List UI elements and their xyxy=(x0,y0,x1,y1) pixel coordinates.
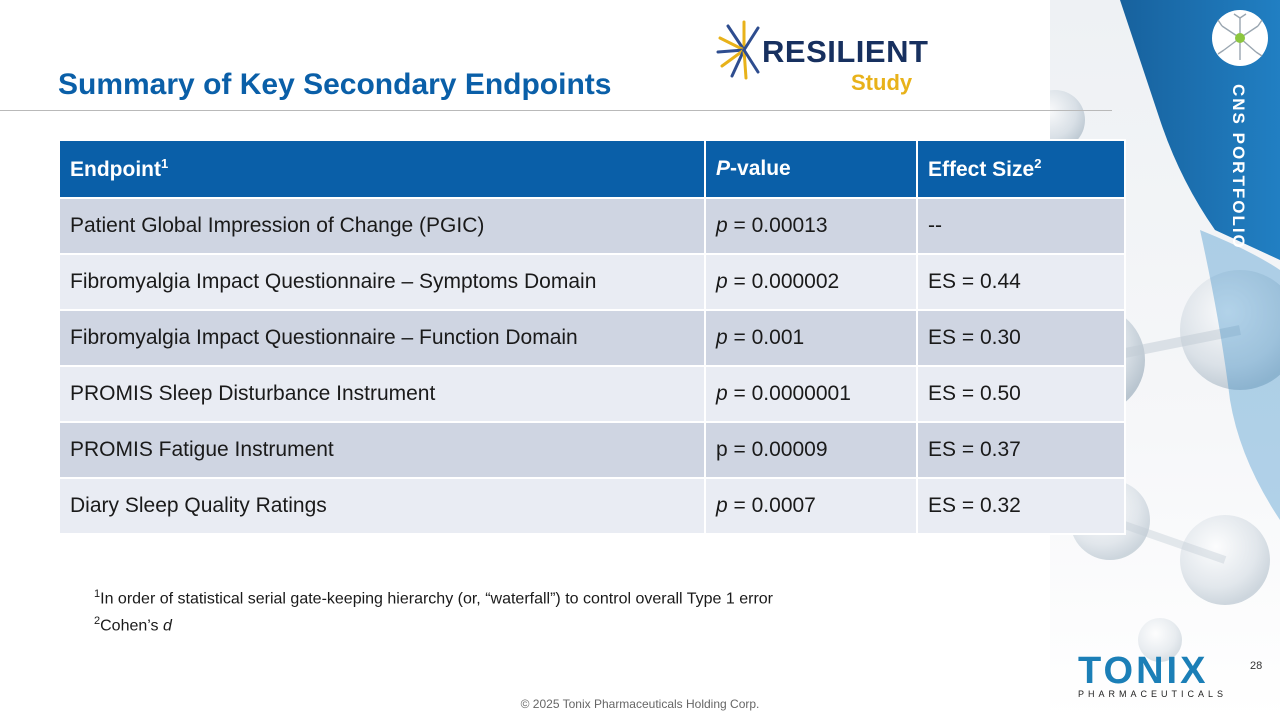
cell-endpoint: PROMIS Fatigue Instrument xyxy=(59,422,705,478)
cell-endpoint: Diary Sleep Quality Ratings xyxy=(59,478,705,534)
logo-sub: Study xyxy=(851,70,913,95)
tonix-wordmark: TONIX xyxy=(1078,650,1209,692)
cell-endpoint: Fibromyalgia Impact Questionnaire – Function Domain xyxy=(59,310,705,366)
cell-pvalue: p = 0.00013 xyxy=(705,198,917,254)
table-header-row xyxy=(59,140,1125,198)
cell-pvalue: p = 0.0007 xyxy=(705,478,917,534)
cell-effect: ES = 0.44 xyxy=(917,254,1125,310)
cell-endpoint: Patient Global Impression of Change (PGIC) xyxy=(59,198,705,254)
table-row xyxy=(59,478,1125,534)
footnotes xyxy=(94,583,773,638)
cell-effect: ES = 0.37 xyxy=(917,422,1125,478)
copyright: © 2025 Tonix Pharmaceuticals Holding Corp. xyxy=(520,697,760,711)
neuron-icon xyxy=(1212,10,1268,66)
cell-pvalue: p = 0.000002 xyxy=(705,254,917,310)
footnote-2: $^2$Cohen’s d xyxy=(94,615,172,635)
cell-effect: ES = 0.30 xyxy=(917,310,1125,366)
table-row xyxy=(59,254,1125,310)
cell-pvalue: p = 0.001 xyxy=(705,310,917,366)
header-effect-size: Effect Size$^2$ xyxy=(917,140,1125,198)
tonix-tagline: PHARMACEUTICALS xyxy=(1078,689,1228,699)
endpoints-table xyxy=(58,139,1126,535)
table-row xyxy=(59,422,1125,478)
tonix-logo xyxy=(1078,650,1227,699)
header-pvalue: P-value xyxy=(705,140,917,198)
logo-word: RESILIENT xyxy=(762,34,929,69)
cell-effect: ES = 0.50 xyxy=(917,366,1125,422)
table-row xyxy=(59,198,1125,254)
page-number: 28 xyxy=(1250,660,1263,672)
blue-accent-band xyxy=(1120,0,1280,720)
cell-endpoint: PROMIS Sleep Disturbance Instrument xyxy=(59,366,705,422)
footnote-1: $^1$In order of statistical serial gate-keeping hierarchy (or, “waterfall”) to control overall Type 1 error xyxy=(94,588,774,608)
cell-effect: ES = 0.32 xyxy=(917,478,1125,534)
page-title: Summary of Key Secondary Endpoints xyxy=(58,68,612,101)
header-endpoint: Endpoint$^1$ xyxy=(59,140,705,198)
cell-pvalue: p = 0.00009 xyxy=(705,422,917,478)
table-row xyxy=(59,310,1125,366)
cns-portfolio-label: CNS PORTFOLIO xyxy=(1229,84,1248,250)
title-divider xyxy=(0,110,1112,111)
table-row xyxy=(59,366,1125,422)
cell-pvalue: p = 0.0000001 xyxy=(705,366,917,422)
cell-effect: -- xyxy=(917,198,1125,254)
cell-endpoint: Fibromyalgia Impact Questionnaire – Symptoms Domain xyxy=(59,254,705,310)
